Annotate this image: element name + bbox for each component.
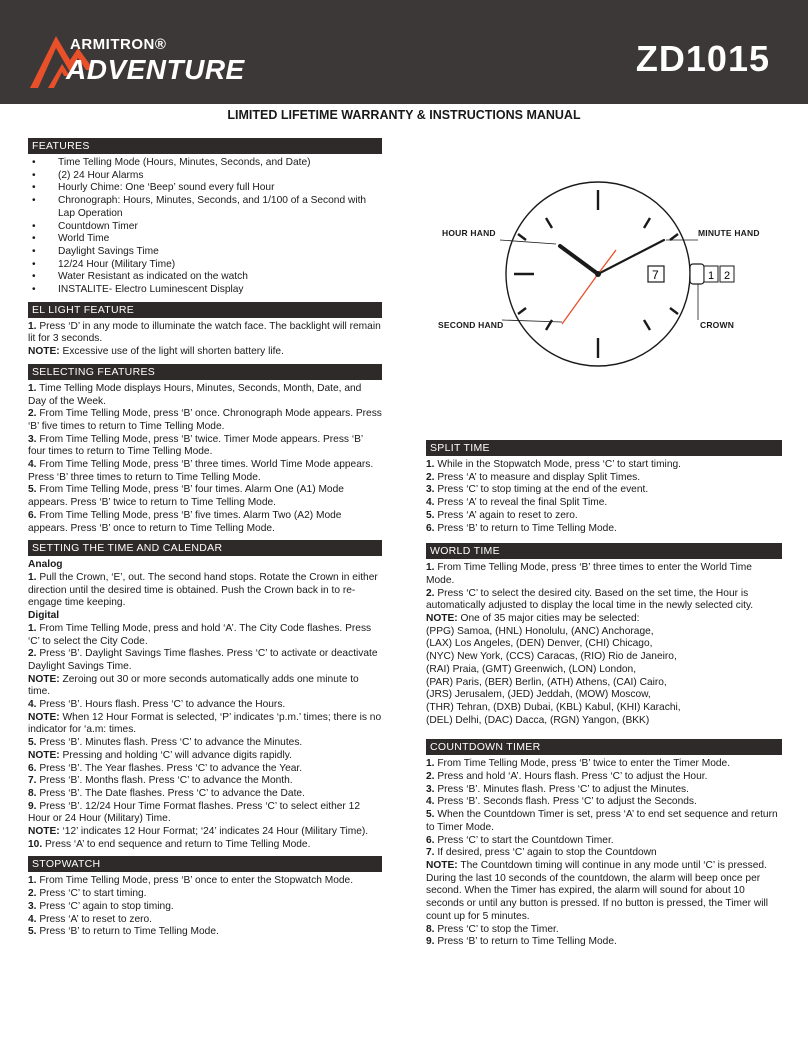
step-text: Press ‘A’ to reveal the final Split Time. — [434, 497, 608, 509]
instruction-line — [426, 613, 782, 626]
section-heading: COUNTDOWN TIMER — [426, 739, 782, 755]
step-label: NOTE: — [28, 749, 60, 761]
section-body — [426, 562, 782, 727]
section-body — [28, 572, 382, 610]
step-text: Press ‘C’ to start the Countdown Timer. — [434, 834, 614, 846]
instruction-line — [426, 936, 782, 949]
feature-item: • Chronograph: Hours, Minutes, Seconds, and 1/100 of a Second with Lap Operation — [28, 195, 382, 220]
step-text: Time Telling Mode displays Hours, Minutes, Seconds, Month, Date, and Day of the Week. — [28, 382, 362, 407]
step-label: 2. — [426, 471, 435, 483]
step-label: 1. — [28, 320, 37, 332]
step-text: Press ‘B’. The Date flashes. Press ‘C’ to advance the Date. — [36, 787, 305, 799]
step-text: Press ‘B’. Daylight Savings Time flashes. Press ‘C’ to activate or deactivate Daylight Savings Time. — [28, 648, 378, 672]
step-label: NOTE: — [426, 859, 458, 871]
step-label: 1. — [28, 382, 37, 394]
step-label: 3. — [28, 433, 37, 445]
section-heading: EL LIGHT FEATURE — [28, 302, 382, 318]
hour-hand-label: HOUR HAND — [442, 228, 496, 238]
instruction-line — [28, 737, 382, 750]
analog-subheading: Analog — [28, 559, 63, 571]
step-text: (DEL) Delhi, (DAC) Dacca, (RGN) Yangon, (BKK) — [426, 714, 650, 726]
minute-hand-label: MINUTE HAND — [698, 228, 760, 238]
step-label: 5. — [28, 737, 37, 749]
instruction-line — [28, 321, 382, 346]
brand-line: ADVENTURE — [66, 54, 245, 85]
step-label: NOTE: — [426, 613, 458, 625]
step-text: (LAX) Los Angeles, (DEN) Denver, (CHI) Chicago, — [426, 638, 653, 650]
instruction-line — [28, 801, 382, 826]
step-label: 3. — [426, 783, 435, 795]
instruction-line — [28, 434, 382, 459]
instruction-line — [426, 771, 782, 784]
step-label: 5. — [28, 484, 37, 496]
step-text: From Time Telling Mode, press ‘B’ three times. World Time Mode appears. Press ‘B’ three times to return to Time Telling Mode. — [28, 459, 374, 483]
step-text: From Time Telling Mode, press ‘B’ twice to enter the Timer Mode. — [434, 758, 731, 770]
step-text: From Time Telling Mode, press ‘B’ three times to enter the World Time Mode. — [426, 562, 752, 586]
step-text: Press ‘B’. Seconds flash. Press ‘C’ to adjust the Seconds. — [434, 796, 697, 808]
step-label: 8. — [28, 787, 37, 799]
instruction-line — [28, 775, 382, 788]
instruction-line — [426, 702, 782, 715]
instruction-line — [28, 484, 382, 509]
instruction-line — [28, 408, 382, 433]
step-text: Pressing and holding ‘C’ will advance digits rapidly. — [59, 749, 292, 761]
instruction-line — [28, 648, 382, 673]
step-text: When 12 Hour Format is selected, ‘P’ indicates ‘p.m.’ times; there is no indicator for ‘a.m: times. — [28, 711, 382, 736]
instruction-line — [426, 459, 782, 472]
section-body — [28, 623, 382, 852]
instruction-line — [28, 346, 382, 359]
feature-item: • 12/24 Hour (Military Time) — [28, 259, 382, 272]
instruction-line — [426, 638, 782, 651]
step-label: 6. — [28, 509, 37, 521]
world-time-section — [426, 543, 782, 727]
step-text: Press ‘B’. Hours flash. Press ‘C’ to advance the Hours. — [36, 699, 286, 711]
selecting-section — [28, 364, 382, 535]
step-text: Press ‘C’ to start timing. — [36, 888, 147, 900]
instruction-line — [28, 839, 382, 852]
instruction-line — [426, 847, 782, 860]
split-time-section — [426, 440, 782, 535]
step-text: Press ‘B’. Minutes flash. Press ‘C’ to advance the Minutes. — [36, 737, 303, 749]
instruction-line — [28, 623, 382, 648]
instruction-line — [426, 689, 782, 702]
step-text: From Time Telling Mode, press ‘B’ four times. Alarm One (A1) Mode appears. Press ‘B’ twice to return to Time Telling Mode. — [28, 484, 344, 509]
step-label: 3. — [426, 484, 435, 496]
step-text: One of 35 major cities may be selected: — [457, 613, 640, 625]
step-label: 4. — [426, 497, 435, 509]
step-label: NOTE: — [28, 346, 60, 358]
step-label: 1. — [426, 459, 435, 470]
step-text: From Time Telling Mode, press ‘B’ twice. Timer Mode appears. Press ‘B’ four times to return to Time Telling Mode. — [28, 433, 363, 458]
watch-face-illustration — [436, 180, 788, 376]
feature-item: • INSTALITE- Electro Luminescent Display — [28, 284, 382, 297]
step-text: While in the Stopwatch Mode, press ‘C’ to start timing. — [434, 459, 681, 470]
instruction-line — [426, 784, 782, 797]
step-label: 5. — [426, 809, 435, 821]
instruction-line — [426, 715, 782, 728]
brand-name: ARMITRON® — [70, 36, 167, 53]
right-column — [426, 440, 782, 954]
instruction-line — [426, 758, 782, 771]
feature-item: • Countdown Timer — [28, 221, 382, 234]
instruction-line — [426, 809, 782, 834]
step-label: 5. — [28, 926, 37, 938]
instruction-line — [426, 588, 782, 613]
section-heading: WORLD TIME — [426, 543, 782, 559]
step-label: NOTE: — [28, 673, 60, 685]
instruction-line — [28, 750, 382, 763]
instruction-line — [426, 484, 782, 497]
crown-position-2: 2 — [724, 270, 731, 282]
instruction-line — [28, 901, 382, 914]
step-label: 4. — [28, 699, 37, 711]
step-text: (PAR) Paris, (BER) Berlin, (ATH) Athens, (CAI) Cairo, — [426, 676, 667, 688]
step-label: 2. — [426, 771, 435, 783]
step-label: 1. — [28, 571, 37, 583]
instruction-line — [28, 674, 382, 699]
instruction-line — [28, 926, 382, 939]
digital-subheading: Digital — [28, 610, 60, 622]
instruction-line — [426, 924, 782, 937]
step-text: The Countdown timing will continue in any mode until ‘C’ is pressed. During the last 10 seconds of the countdown, the alarm will beep once per second. When the Timer has expired, the alarm will sound for about 10 seconds or until any button is pressed. If no button is pressed, the Timer will count up for 5 minutes. — [426, 859, 769, 922]
instruction-line — [28, 459, 382, 484]
section-body — [426, 459, 782, 535]
feature-item: • World Time — [28, 233, 382, 246]
step-label: NOTE: — [28, 826, 60, 838]
step-text: When the Countdown Timer is set, press ‘A’ to end set sequence and return to Timer Mode. — [426, 809, 778, 833]
setting-section — [28, 540, 382, 851]
step-text: Press ‘B’. Minutes flash. Press ‘C’ to adjust the Minutes. — [434, 783, 689, 795]
section-heading: STOPWATCH — [28, 856, 382, 872]
step-text: (NYC) New York, (CCS) Caracas, (RIO) Rio de Janeiro, — [426, 651, 677, 663]
document-title: LIMITED LIFETIME WARRANTY & INSTRUCTIONS MANUAL — [227, 108, 581, 122]
crown-icon — [690, 264, 734, 284]
step-label: 4. — [28, 913, 37, 925]
step-text: ‘12’ indicates 12 Hour Format; ‘24’ indicates 24 Hour (Military Time). — [59, 826, 369, 838]
step-label: 4. — [426, 796, 435, 808]
crown-label: CROWN — [700, 320, 735, 330]
instruction-line — [426, 796, 782, 809]
instruction-line — [28, 788, 382, 801]
instruction-line — [28, 510, 382, 535]
instruction-line — [28, 875, 382, 888]
step-text: Press ‘B’ to return to Time Telling Mode. — [434, 522, 617, 534]
step-label: 6. — [426, 834, 435, 846]
instruction-line — [28, 914, 382, 927]
step-text: Press ‘A’ to end sequence and return to Time Telling Mode. — [42, 838, 311, 850]
step-text: From Time Telling Mode, press ‘B’ once to enter the Stopwatch Mode. — [36, 875, 354, 887]
date-digit: 7 — [652, 268, 659, 282]
step-text: Press ‘B’ to return to Time Telling Mode. — [434, 936, 617, 948]
feature-item: • (2) 24 Hour Alarms — [28, 170, 382, 183]
section-body — [28, 875, 382, 939]
step-text: (THR) Tehran, (DXB) Dubai, (KBL) Kabul, (KHI) Karachi, — [426, 701, 681, 713]
instruction-line — [28, 383, 382, 408]
countdown-section — [426, 739, 782, 949]
step-text: Press ‘A’ to reset to zero. — [36, 913, 152, 925]
step-text: If desired, press ‘C’ again to stop the Countdown — [434, 847, 657, 859]
step-label: 2. — [426, 587, 435, 599]
step-label: 3. — [28, 900, 37, 912]
step-label: 5. — [426, 509, 435, 521]
step-text: Press ‘B’. Months flash. Press ‘C’ to advance the Month. — [36, 775, 293, 787]
step-label: 8. — [426, 923, 435, 935]
feature-item: • Hourly Chime: One ‘Beep’ sound every full Hour — [28, 182, 382, 195]
instruction-line — [426, 523, 782, 536]
step-text: (RAI) Praia, (GMT) Greenwich, (LON) London, — [426, 663, 637, 675]
instruction-line — [28, 572, 382, 610]
feature-item: • Daylight Savings Time — [28, 246, 382, 259]
step-text: From Time Telling Mode, press ‘B’ once. Chronograph Mode appears. Press ‘B’ five times to return to Time Telling Mode. — [28, 408, 382, 432]
crown-position-1: 1 — [708, 270, 715, 282]
instruction-line — [28, 712, 382, 737]
step-label: 2. — [28, 408, 37, 420]
left-column — [28, 138, 382, 944]
feature-item: • Time Telling Mode (Hours, Minutes, Seconds, and Date) — [28, 157, 382, 170]
instruction-line — [426, 677, 782, 690]
step-label: 9. — [426, 936, 435, 948]
watch-diagram — [436, 180, 788, 376]
step-label: 6. — [426, 522, 435, 534]
step-label: 1. — [28, 622, 37, 634]
step-text: Press ‘B’. 12/24 Hour Time Format flashes. Press ‘C’ to select either 12 Hour or 24 Hour (Military) Time. — [28, 800, 360, 825]
instruction-line — [28, 826, 382, 839]
step-text: Press and hold ‘A’. Hours flash. Press ‘C’ to adjust the Hour. — [434, 771, 708, 783]
step-text: Press ‘C’ to stop timing at the end of the event. — [434, 484, 649, 496]
step-text: Press ‘B’. The Year flashes. Press ‘C’ to advance the Year. — [36, 762, 303, 774]
instruction-line — [426, 510, 782, 523]
section-heading: FEATURES — [28, 138, 382, 154]
second-hand-label: SECOND HAND — [438, 320, 504, 330]
instruction-line — [28, 763, 382, 776]
step-label: 1. — [28, 875, 37, 887]
el-light-section — [28, 302, 382, 359]
instruction-line — [426, 664, 782, 677]
instruction-line — [426, 562, 782, 587]
step-label: 7. — [426, 847, 435, 859]
step-label: 4. — [28, 459, 37, 471]
instruction-line — [426, 860, 782, 924]
step-label: 7. — [28, 775, 37, 787]
step-label: 1. — [426, 758, 435, 770]
section-heading: SELECTING FEATURES — [28, 364, 382, 380]
center-pin — [595, 271, 601, 277]
step-text: Press ‘B’ to return to Time Telling Mode. — [36, 926, 219, 938]
section-heading: SETTING THE TIME AND CALENDAR — [28, 540, 382, 556]
step-label: 9. — [28, 800, 37, 812]
instruction-line — [426, 626, 782, 639]
step-text: Excessive use of the light will shorten battery life. — [59, 346, 284, 358]
step-label: 6. — [28, 762, 37, 774]
instruction-line — [426, 651, 782, 664]
step-text: Zeroing out 30 or more seconds automatically adds one minute to time. — [28, 673, 359, 698]
step-label: NOTE: — [28, 711, 60, 723]
section-body — [28, 321, 382, 359]
section-body — [28, 383, 382, 535]
instruction-line — [426, 835, 782, 848]
step-text: Press ‘C’ again to stop timing. — [36, 900, 174, 912]
step-text: From Time Telling Mode, press ‘B’ five times. Alarm Two (A2) Mode appears. Press ‘B’ once to return to Time Telling Mode. — [28, 509, 342, 534]
features-section — [28, 138, 382, 297]
instruction-line — [28, 888, 382, 901]
header-bar — [0, 0, 808, 104]
step-label: 2. — [28, 888, 37, 900]
stopwatch-section — [28, 856, 382, 939]
step-text: Press ‘C’ to select the desired city. Based on the set time, the Hour is automatically adjusted to display the local time in the newly selected city. — [426, 587, 754, 612]
instruction-line — [426, 472, 782, 485]
features-list — [28, 157, 382, 297]
feature-item: • Water Resistant as indicated on the watch — [28, 271, 382, 284]
model-number: ZD1015 — [635, 38, 770, 79]
section-heading: SPLIT TIME — [426, 440, 782, 456]
step-text: Press ‘A’ again to reset to zero. — [434, 509, 578, 521]
step-text: (PPG) Samoa, (HNL) Honolulu, (ANC) Anchorage, — [426, 625, 654, 637]
step-label: 2. — [28, 648, 37, 660]
step-text: Pull the Crown, ‘E’, out. The second hand stops. Rotate the Crown in either direction until the desired time is obtained. Push the Crown back in to re-engage time keeping. — [28, 571, 378, 609]
step-text: (JRS) Jerusalem, (JED) Jeddah, (MOW) Moscow, — [426, 689, 651, 701]
step-label: 10. — [28, 838, 43, 850]
instruction-line — [28, 699, 382, 712]
step-text: From Time Telling Mode, press and hold ‘A’. The City Code flashes. Press ‘C’ to select the City Code. — [28, 622, 372, 647]
step-text: Press ‘A’ to measure and display Split Times. — [434, 471, 641, 483]
step-label: 1. — [426, 562, 435, 574]
instruction-line — [426, 497, 782, 510]
step-text: Press ‘C’ to stop the Timer. — [434, 923, 559, 935]
section-body — [426, 758, 782, 949]
step-text: Press ‘D’ in any mode to illuminate the watch face. The backlight will remain lit for 3 seconds. — [28, 320, 381, 345]
